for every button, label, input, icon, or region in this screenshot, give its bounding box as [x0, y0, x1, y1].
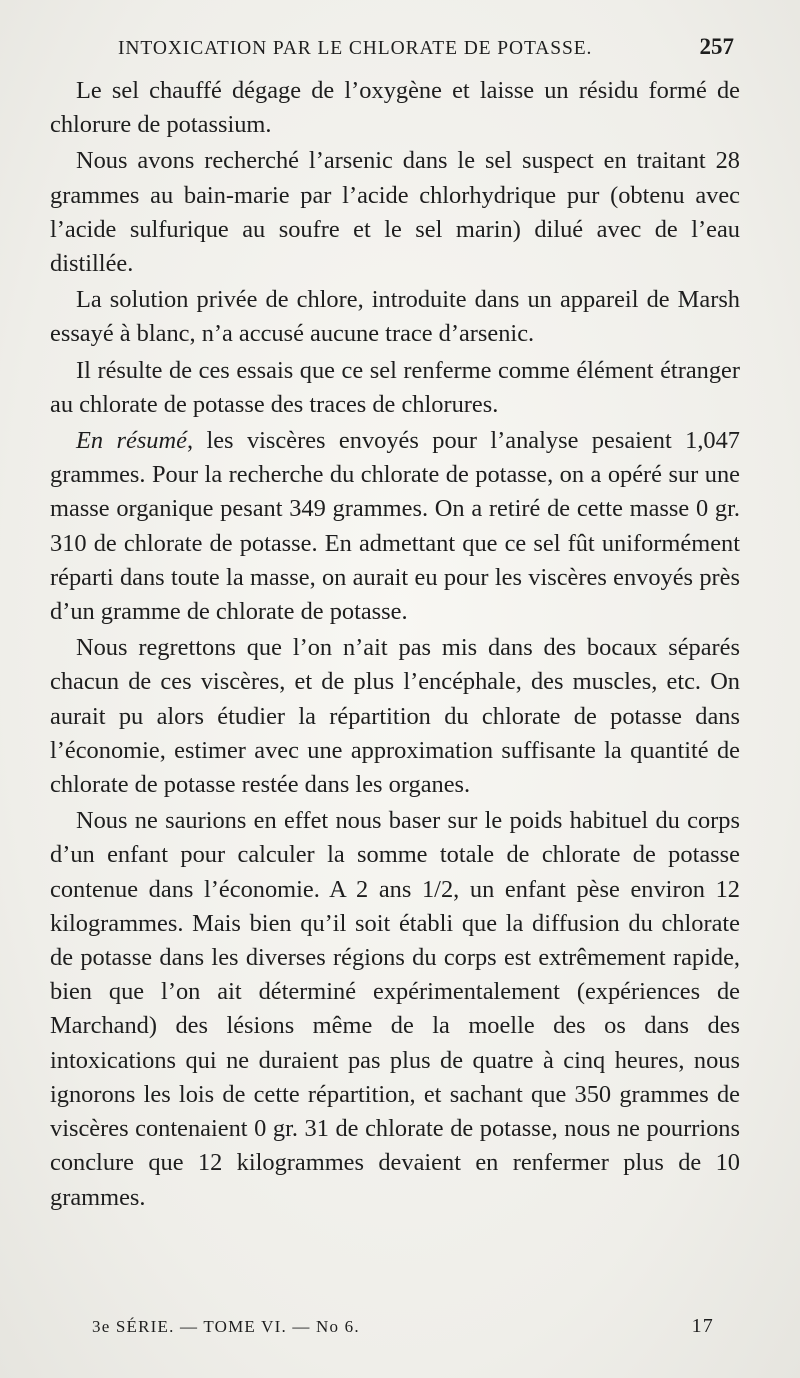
- paragraph: [50, 424, 740, 629]
- paragraph: [50, 74, 740, 142]
- paragraph-text: , les viscères envoyés pour l’analyse pesaient 1,047 grammes. Pour la recherche du chlorate de potasse, on a opéré sur une masse organique pesant 349 grammes. On a retiré de cette masse 0 gr. 310 de chlorate de potasse. En admettant que ce sel fût uniformément réparti dans toute la masse, on aurait eu pour les viscères envoyés près d’un gramme de chlorate de potasse.: [50, 427, 741, 626]
- signature-mark: 17: [691, 1315, 714, 1337]
- series-line: 3e SÉRIE. — TOME VI. — No 6.: [92, 1317, 360, 1336]
- paragraph-text: Nous ne saurions en effet nous baser sur le poids habituel du corps d’un enfant pour calculer la somme totale de chlorate de potasse contenue dans l’économie. A 2 ans 1/2, un enfant pèse environ 12 kilogrammes. Mais bien qu’il soit établi que la diffusion du chlorate de potasse dans les diverses régions du corps est extrêmement rapide, bien que l’on ait déterminé expérimentalement (expériences de Marchand) des lésions même de la moelle des os dans des intoxications qui ne duraient pas plus de quatre à cinq heures, nous ignorons les lois de cette répartition, et sachant que 350 grammes de viscères contenaient 0 gr. 31 de chlorate de potasse, nous ne pourrions conclure que 12 kilogrammes devaient en renfermer plus de 10 grammes.: [50, 807, 740, 1211]
- page-number: 257: [699, 34, 734, 59]
- page-footer: [92, 1315, 714, 1338]
- paragraph-text: Il résulte de ces essais que ce sel renferme comme élément étranger au chlorate de potasse des traces de chlorures.: [50, 356, 740, 418]
- paragraph: [50, 804, 740, 1214]
- paragraph-text: La solution privée de chlore, introduite dans un appareil de Marsh essayé à blanc, n’a accusé aucune trace d’arsenic.: [50, 286, 740, 348]
- paragraph: [50, 283, 740, 351]
- paragraph: [50, 144, 740, 281]
- paragraph: [50, 354, 740, 422]
- running-head: [118, 34, 734, 64]
- paragraph-lead-italic: En résumé: [76, 427, 187, 455]
- body-text: [50, 74, 740, 1215]
- paragraph: [50, 631, 740, 802]
- paragraph-text: Le sel chauffé dégage de l’oxygène et laisse un résidu formé de chlorure de potassium.: [50, 77, 740, 139]
- running-title: INTOXICATION PAR LE CHLORATE DE POTASSE.: [118, 38, 593, 59]
- paragraph-text: Nous regrettons que l’on n’ait pas mis dans des bocaux séparés chacun de ces viscères, et de plus l’encéphale, des muscles, etc. On aurait pu alors étudier la répartition du chlorate de potasse dans l’économie, estimer avec une approximation suffisante la quantité de chlorate de potasse restée dans les organes.: [50, 634, 740, 799]
- paragraph-text: Nous avons recherché l’arsenic dans le sel suspect en traitant 28 grammes au bain-marie par l’acide chlorhydrique pur (obtenu avec l’acide sulfurique au soufre et le sel marin) dilué avec de l’eau distillée.: [50, 147, 740, 278]
